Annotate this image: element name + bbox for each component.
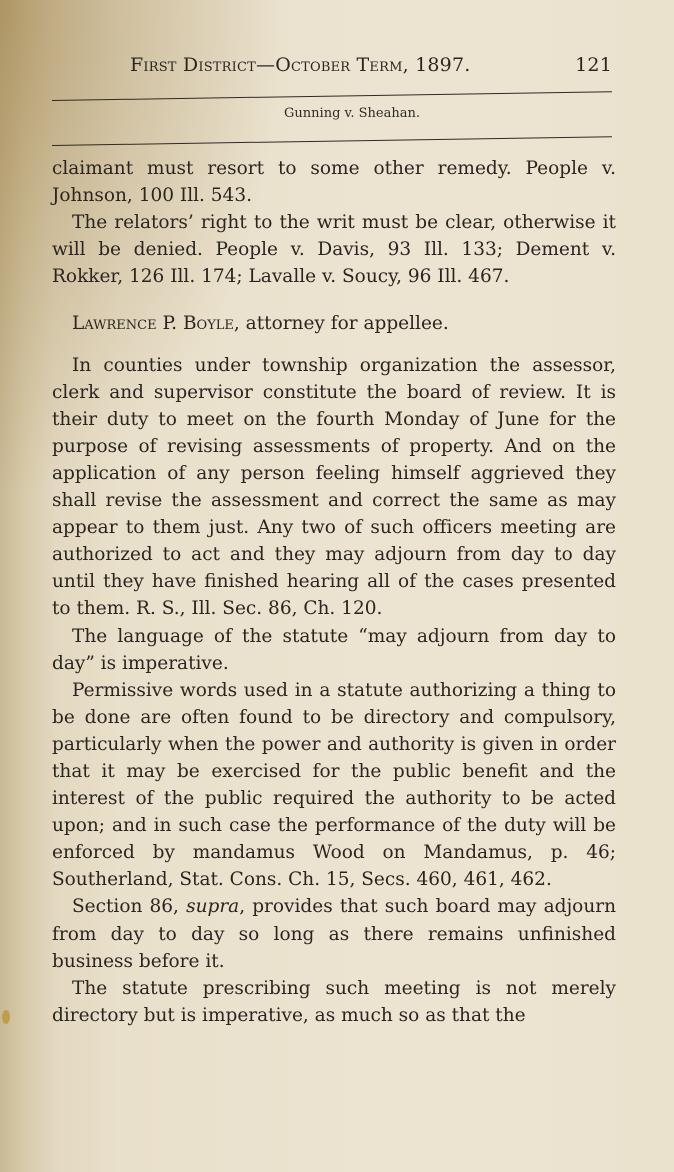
case-title: Gunning v. Sheahan. xyxy=(284,106,420,121)
paper-stain xyxy=(2,1010,10,1024)
section-text-before: Section 86, xyxy=(72,896,187,918)
supra-italic: supra xyxy=(186,896,240,918)
attorney-line xyxy=(52,310,616,337)
paragraph-relators: The relators’ right to the writ must be clear, otherwise it will be denied. People v. Davis, 93 Ill. 133; Dement v. Rokker, 126 Ill. 174; Lavalle v. Soucy, 96 Ill. 467. xyxy=(52,212,616,288)
paragraph-language: The language of the statute “may adjourn from day to day” is imperative. xyxy=(52,625,616,674)
paragraph-permissive: Permissive words used in a statute authorizing a thing to be done are often found to be directory and compulsory, particularly when the power and authority is given in order that it may be exercised for the public benefit and the interest of the public required the authority to be acted upon; and in such case the performance of the duty will be enforced by mandamus Wood on Mandamus, p. 46; Southerland, Stat. Cons. Ch. 15, Secs. 460, 461, 462. xyxy=(52,679,616,891)
paragraph-counties: In counties under township organization the assessor, clerk and supervisor constitute the board of review. It is their duty to meet on the fourth Monday of June for the purpose of revising assessments of property. And on the application of any person feeling himself aggrieved they shall revise the assessment and correct the same as may appear to them just. Any two of such officers meeting are authorized to act and they may adjourn from day to day until they have finished hearing all of the cases presented to them. R. S., Ill. Sec. 86, Ch. 120. xyxy=(52,354,616,620)
paragraph-section-86 xyxy=(52,893,616,974)
page-number: 121 xyxy=(575,54,612,76)
running-header xyxy=(130,54,612,76)
attorney-role: , attorney for appellee. xyxy=(233,313,449,335)
page-body xyxy=(52,155,616,1029)
paragraph-continued: claimant must resort to some other remedy. People v. Johnson, 100 Ill. 543. xyxy=(52,158,616,207)
header-rule-bottom xyxy=(52,136,612,146)
paragraph-statute: The statute prescribing such meeting is not merely directory but is imperative, as much so as that the xyxy=(52,977,616,1026)
running-title: First District—October Term, 1897. xyxy=(130,54,471,76)
section-text-after: , provides that such board may adjourn from day to day so long as there remains unfinished business before it. xyxy=(52,896,616,972)
header-rule-top xyxy=(52,91,612,101)
attorney-name: Lawrence P. Boyle xyxy=(72,313,234,335)
